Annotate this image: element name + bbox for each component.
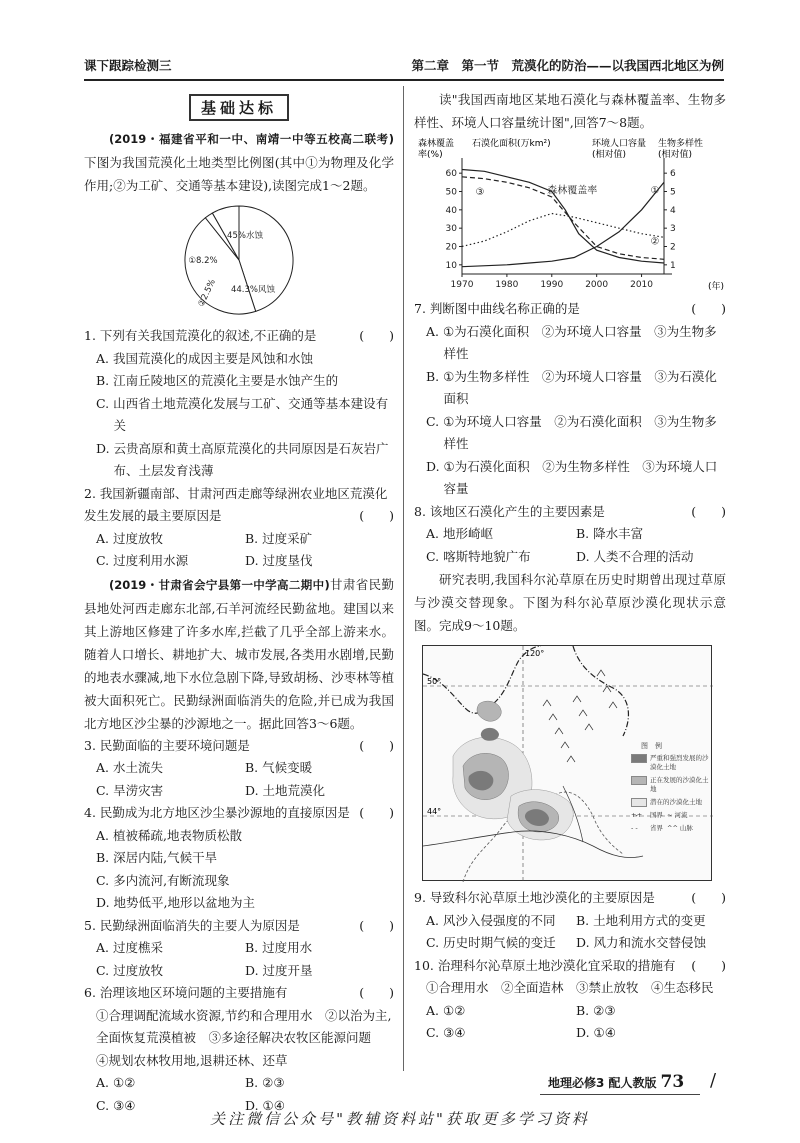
q5-stem: 5. 民勤绿洲面临消失的主要人为原因是 xyxy=(84,917,300,933)
q3-answer-paren[interactable]: ( ) xyxy=(359,737,394,753)
q9-option-b[interactable]: B. 土地利用方式的变更 xyxy=(576,912,706,928)
footer-book-tag xyxy=(548,1072,684,1092)
question-6 xyxy=(84,982,394,1117)
y-left-tick-label: 60 xyxy=(445,169,457,180)
q9-stem: 9. 导致科尔沁草原土地沙漠化的主要原因是 xyxy=(414,890,655,905)
q5-option-d[interactable]: D. 过度开垦 xyxy=(245,962,313,978)
pie-label-3: 44.3%风蚀 xyxy=(230,285,276,295)
q4-stem: 4. 民勤成为北方地区沙尘暴沙源地的直接原因是 xyxy=(84,805,350,820)
q9-option-c[interactable]: C. 历史时期气候的变迁 xyxy=(426,935,556,950)
header-rule xyxy=(84,79,724,81)
y-left-label-2: 石漠化面积(万km²) xyxy=(472,139,551,149)
q7-stem: 7. 判断图中曲线名称正确的是 xyxy=(414,301,580,316)
y-left-tick-label: 10 xyxy=(445,260,457,271)
intro-q3-6-text: 甘肃省民勤县地处河西走廊东北部,石羊河流经民勤盆地。建国以来其上游地区修建了许多水库,拦截了几乎全部上游来水。随着人口增长、耕地扩大、城市发展,各类用水剧增,民勤的地表水骤减,地下水位急剧下降,导致胡杨、沙枣林等植被大面积死亡。民勤绿洲面临消失的危险,并已成为我国北方地区沙尘暴的沙源地之一。据此回答3～6题。 xyxy=(84,576,394,731)
q10-answer-paren[interactable]: ( ) xyxy=(691,957,726,973)
horqin-map xyxy=(422,645,712,881)
map-legend xyxy=(631,742,709,837)
q7-option-d[interactable]: D. ①为石漠化面积 ②为生物多样性 ③为环境人口容量 xyxy=(426,458,718,496)
header-title-right: 第二章 第一节 荒漠化的防治——以我国西北地区为例 xyxy=(411,58,724,73)
q5-option-b[interactable]: B. 过度用水 xyxy=(245,940,313,955)
q5-option-a[interactable]: A. 过度樵采 xyxy=(96,940,163,955)
y-right-label-1a: 环境人口容量 xyxy=(592,139,647,149)
intro-q7-8: 读"我国西南地区某地石漠化与森林覆盖率、生物多样性、环境人口容量统计图",回答7～8题。 xyxy=(414,92,726,130)
y-left-tick-label: 20 xyxy=(445,242,457,253)
q6-answer-paren[interactable]: ( ) xyxy=(359,985,394,1000)
q3-option-a[interactable]: A. 水土流失 xyxy=(96,760,163,775)
header-title-left: 课下跟踪检测三 xyxy=(84,58,172,73)
pie-label-0: 45%水蚀 xyxy=(227,231,263,241)
y-left-label-1b: 率(%) xyxy=(418,150,443,160)
pie-label-2: ②2.5% xyxy=(196,277,218,309)
question-1 xyxy=(84,325,394,483)
q2-answer-paren[interactable]: ( ) xyxy=(359,508,394,523)
mountain-range xyxy=(543,670,617,762)
border-line-icon: +-+ xyxy=(631,811,642,819)
q3-option-b[interactable]: B. 气候变暖 xyxy=(245,760,313,775)
q10-option-a[interactable]: A. ①② xyxy=(426,1002,466,1018)
section-title: 基础达标 xyxy=(84,94,394,121)
legend-river-label: 河流 xyxy=(674,811,688,819)
question-9 xyxy=(414,887,726,955)
q4-option-b[interactable]: B. 深居内陆,气候干旱 xyxy=(96,850,218,865)
q8-option-d[interactable]: D. 人类不合理的活动 xyxy=(576,548,694,564)
lat-44-label: 44° xyxy=(427,807,442,816)
x-axis-label: (年) xyxy=(708,282,725,292)
question-7 xyxy=(414,298,726,501)
q1-option-b[interactable]: B. 江南丘陵地区的荒漠化主要是水蚀产生的 xyxy=(96,373,339,388)
y-right-tick-label: 3 xyxy=(670,224,676,235)
q6-option-b[interactable]: B. ②③ xyxy=(245,1075,285,1090)
q5-option-c[interactable]: C. 过度放牧 xyxy=(96,962,164,978)
severe-desert-area-3 xyxy=(481,728,499,741)
q3-option-d[interactable]: D. 土地荒漠化 xyxy=(245,782,326,798)
q5-answer-paren[interactable]: ( ) xyxy=(359,917,394,933)
q6-option-c[interactable]: C. ③④ xyxy=(96,1097,136,1113)
question-3 xyxy=(84,735,394,803)
q2-option-c[interactable]: C. 过度利用水源 xyxy=(96,553,189,568)
q1-option-c[interactable]: C. 山西省土地荒漠化发展与工矿、交通等基本建设有关 xyxy=(96,395,389,433)
q8-stem: 8. 该地区石漠化产生的主要因素是 xyxy=(414,503,605,519)
y-right-label-1b: (相对值) xyxy=(592,150,627,160)
page-number: 73 xyxy=(660,1072,685,1092)
column-divider xyxy=(403,86,404,1071)
legend-row-lines-2 xyxy=(631,824,709,833)
legend-swatch-developing xyxy=(631,776,647,785)
y-left-tick-label: 50 xyxy=(445,187,457,198)
footer-slash-mark: / xyxy=(710,1070,717,1091)
x-tick-label: 1990 xyxy=(540,280,564,290)
q9-option-a[interactable]: A. 风沙入侵强度的不同 xyxy=(426,912,556,928)
q4-answer-paren[interactable]: ( ) xyxy=(359,805,394,820)
q3-stem: 3. 民勤面临的主要环境问题是 xyxy=(84,737,250,753)
legend-row-potential xyxy=(631,798,709,807)
lon-120-label: 120° xyxy=(525,649,545,658)
footer-book-name: 地理必修3 配人教版 xyxy=(548,1076,657,1090)
q2-option-b[interactable]: B. 过度采矿 xyxy=(245,530,313,546)
left-column xyxy=(84,88,394,1117)
q7-option-c[interactable]: C. ①为环境人口容量 ②为石漠化面积 ③为生物多样性 xyxy=(426,413,717,451)
q3-option-c[interactable]: C. 旱涝灾害 xyxy=(96,782,164,798)
q10-statements: ①合理用水 ②全面造林 ③禁止放牧 ④生态移民 xyxy=(426,980,714,995)
legend-mountain-label: 山脉 xyxy=(679,824,693,832)
q1-stem: 1. 下列有关我国荒漠化的叙述,不正确的是 xyxy=(84,328,317,343)
pie-label-1: ①8.2% xyxy=(188,256,218,266)
q4-option-a[interactable]: A. 植被稀疏,地表物质松散 xyxy=(96,827,242,843)
y-left-tick-label: 40 xyxy=(445,205,457,216)
right-column xyxy=(414,88,726,1045)
legend-label-severe: 严重和强烈发展的沙漠化土地 xyxy=(650,754,709,771)
legend-swatch-potential xyxy=(631,798,647,807)
question-10 xyxy=(414,955,726,1045)
y-left-tick-label: 30 xyxy=(445,224,457,235)
pie-chart xyxy=(174,201,304,319)
river-line-icon: ~ xyxy=(667,811,673,819)
x-tick-label: 2010 xyxy=(630,280,654,290)
y-right-tick-label: 1 xyxy=(670,260,676,271)
q9-answer-paren[interactable]: ( ) xyxy=(691,890,726,905)
q10-option-d[interactable]: D. ①④ xyxy=(576,1025,616,1040)
intro-q1-2-source: (2019・福建省平和一中、南靖一中等五校高二联考) xyxy=(109,132,394,146)
q6-option-a[interactable]: A. ①② xyxy=(96,1075,136,1090)
y-right-label-2b: (相对值) xyxy=(658,150,693,160)
legend-province-label: 省界 xyxy=(650,824,663,832)
q1-answer-paren[interactable]: ( ) xyxy=(359,328,394,343)
national-border-east xyxy=(573,646,628,736)
legend-row-developing xyxy=(631,776,709,794)
x-tick-label: 1970 xyxy=(450,280,474,290)
q6-option-d[interactable]: D. ①④ xyxy=(245,1097,285,1113)
question-4 xyxy=(84,802,394,915)
q8-option-a[interactable]: A. 地形崎岖 xyxy=(426,526,493,541)
y-right-tick-label: 6 xyxy=(670,169,676,180)
q8-option-b[interactable]: B. 降水丰富 xyxy=(576,526,644,541)
x-tick-label: 1980 xyxy=(495,280,519,290)
legend-border-label: 国界 xyxy=(650,811,663,819)
y-right-tick-label: 2 xyxy=(670,242,676,253)
series-label-2: ② xyxy=(650,236,660,248)
q4-option-d[interactable]: D. 地势低平,地形以盆地为主 xyxy=(96,895,255,910)
q10-option-b[interactable]: B. ②③ xyxy=(576,1002,616,1018)
y-right-label-2a: 生物多样性 xyxy=(658,139,704,149)
intro-q3-6-source: (2019・甘肃省会宁县第一中学高二期中) xyxy=(109,577,330,592)
legend-row-severe xyxy=(631,754,709,772)
bottom-handwritten-note: 关注微信公众号"教辅资料站"获取更多学习资料 xyxy=(210,1110,590,1128)
question-8 xyxy=(414,501,726,569)
q1-option-d[interactable]: D. 云贵高原和黄土高原荒漠化的共同原因是石灰岩广布、土层发育浅薄 xyxy=(96,440,389,478)
question-5 xyxy=(84,915,394,983)
series-label-1: ① xyxy=(650,185,660,197)
q9-option-d[interactable]: D. 风力和流水交替侵蚀 xyxy=(576,935,707,950)
developing-desert-area-3 xyxy=(477,701,501,721)
q8-option-c[interactable]: C. 喀斯特地貌广布 xyxy=(426,548,531,564)
footer-rule xyxy=(540,1094,700,1095)
q8-answer-paren[interactable]: ( ) xyxy=(691,503,726,519)
legend-row-lines-1 xyxy=(631,811,709,820)
q6-stem: 6. 治理该地区环境问题的主要措施有 xyxy=(84,985,288,1000)
y-right-tick-label: 5 xyxy=(670,187,676,198)
q7-answer-paren[interactable]: ( ) xyxy=(691,301,726,316)
y-right-tick-label: 4 xyxy=(670,205,676,216)
q7-option-b[interactable]: B. ①为生物多样性 ②为环境人口容量 ③为石漠化面积 xyxy=(426,368,717,406)
y-left-label-1: 森林覆盖 xyxy=(418,139,455,149)
q1-option-a[interactable]: A. 我国荒漠化的成因主要是风蚀和水蚀 xyxy=(96,350,313,366)
legend-swatch-severe xyxy=(631,754,647,763)
province-line-icon: - - xyxy=(631,824,638,832)
page-header xyxy=(84,56,724,78)
mountain-icon: ^^ xyxy=(667,824,678,832)
q2-stem: 2. 我国新疆南部、甘肃河西走廊等绿洲农业地区荒漠化发生发展的最主要原因是 xyxy=(84,485,388,523)
intro-q1-2 xyxy=(84,127,394,197)
intro-q3-6 xyxy=(84,573,394,735)
q10-option-c[interactable]: C. ③④ xyxy=(426,1025,466,1040)
question-2 xyxy=(84,483,394,573)
legend-label-developing: 正在发展的沙漠化土地 xyxy=(650,776,709,793)
line-chart xyxy=(414,136,726,294)
series-line-1 xyxy=(462,170,664,264)
legend-label-potential: 潜在的沙漠化土地 xyxy=(650,798,702,806)
q6-statements: ①合理调配流域水资源,节约和合理用水 ②以治为主,全面恢复荒漠植被 ③多途径解决农牧区能源问题 ④规划农林牧用地,退耕还林、还草 xyxy=(96,1007,392,1068)
series-label-forest: 森林覆盖率 xyxy=(547,185,598,197)
q2-option-d[interactable]: D. 过度垦伐 xyxy=(245,553,313,568)
legend-title: 图 例 xyxy=(641,742,662,750)
x-tick-label: 2000 xyxy=(585,280,609,290)
lat-50-label: 50° xyxy=(427,677,442,686)
q2-option-a[interactable]: A. 过度放牧 xyxy=(96,530,163,546)
intro-q9-10: 研究表明,我国科尔沁草原在历史时期曾出现过草原与沙漠交替现象。下图为科尔沁草原沙漠化现状示意图。完成9～10题。 xyxy=(414,572,726,633)
q7-option-a[interactable]: A. ①为石漠化面积 ②为环境人口容量 ③为生物多样性 xyxy=(426,323,717,361)
series-label-3: ③ xyxy=(475,187,485,199)
intro-q1-2-text: 下图为我国荒漠化土地类型比例图(其中①为物理及化学作用;②为工矿、交通等基本建设),读图完成1～2题。 xyxy=(84,155,394,193)
q10-stem: 10. 治理科尔沁草原土地沙漠化宜采取的措施有 xyxy=(414,957,676,973)
q4-option-c[interactable]: C. 多内流河,有断流现象 xyxy=(96,872,230,888)
series-line-3 xyxy=(462,214,664,247)
